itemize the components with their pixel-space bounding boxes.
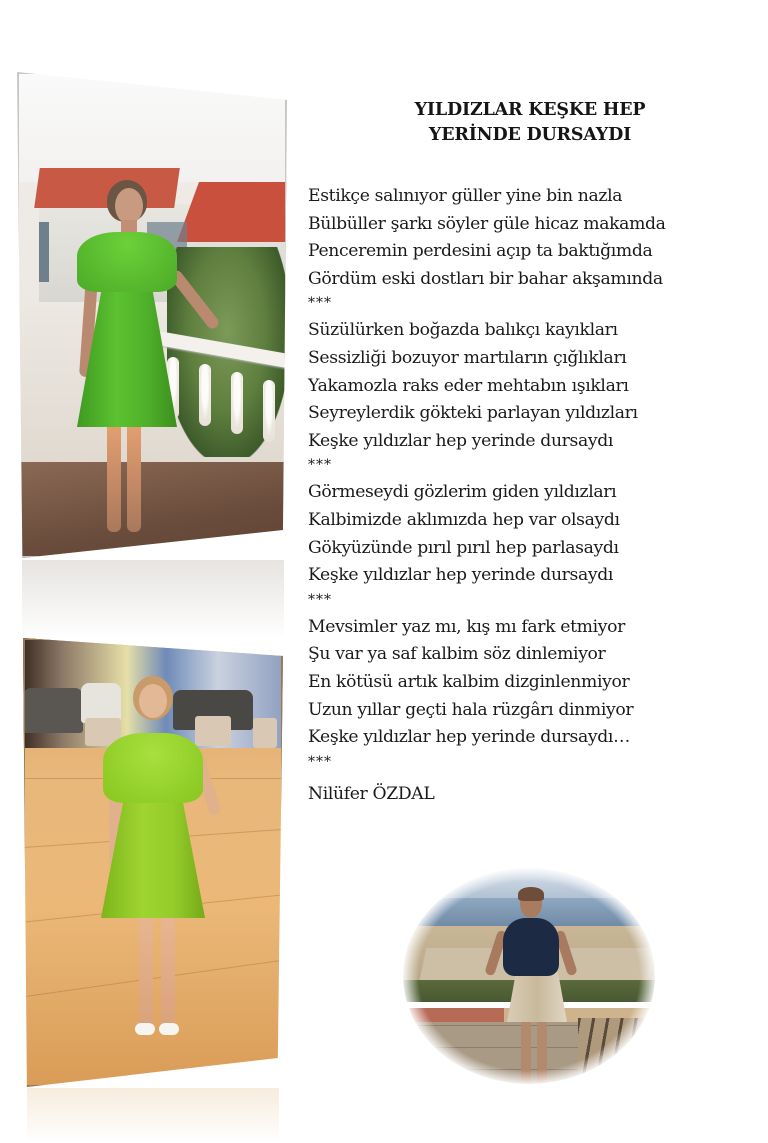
seaside-oval-photo (403, 868, 655, 1084)
person-face (115, 188, 143, 224)
photo-reflection (22, 560, 284, 640)
stanza-separator: *** (308, 295, 332, 312)
balcony-photo (17, 72, 287, 558)
beige-skirt (507, 972, 567, 1022)
poem-line: Gökyüzünde pırıl pırıl hep parlasaydı (308, 537, 619, 558)
navy-top (503, 918, 559, 976)
person-leg (521, 1018, 531, 1084)
person-leg (537, 1018, 547, 1084)
person-leg (107, 422, 121, 532)
poem-line: Keşke yıldızlar hep yerinde dursaydı (308, 565, 614, 586)
poem-title (372, 98, 688, 148)
lime-dress-top (103, 733, 203, 803)
title-line: YERİNDE DURSAYDI (428, 125, 632, 145)
poem-line: Seyreylerdik gökteki parlayan yıldızları (308, 403, 638, 424)
poem-line: Uzun yıllar geçti hala rüzgârı dinmiyor (308, 699, 634, 720)
baluster (263, 380, 275, 442)
poem-line: Şu var ya saf kalbim söz dinlemiyor (308, 644, 606, 665)
poem-line: Keşke yıldızlar hep yerinde dursaydı (308, 430, 614, 451)
poem-line: Gördüm eski dostları bir bahar akşamında (308, 268, 663, 289)
white-shoe (135, 1023, 155, 1035)
poem-line: Kalbimizde aklımızda hep var olsaydı (308, 509, 620, 530)
poem-line: Yakamozla raks eder mehtabın ışıkları (308, 375, 629, 396)
parked-car (81, 683, 121, 723)
stanza-separator: *** (308, 753, 332, 770)
wooden-bench (578, 1018, 648, 1084)
red-roof (177, 182, 287, 242)
balcony-floor (17, 462, 287, 558)
stanza-1 (308, 183, 758, 317)
baluster (231, 372, 243, 434)
planter (195, 716, 231, 746)
tile-line (24, 960, 282, 997)
planter (253, 718, 277, 748)
person-leg (139, 908, 153, 1028)
author-name: Nilüfer ÖZDAL (308, 783, 435, 804)
window (39, 222, 49, 282)
stanza-separator: *** (308, 457, 332, 474)
poem-line: En kötüsü artık kalbim dizginlenmiyor (308, 671, 630, 692)
poem-line: Görmeseydi gözlerim giden yıldızları (308, 482, 617, 503)
stanza-3 (308, 479, 758, 613)
green-dress-top (77, 232, 177, 292)
poem-line: Süzülürken boğazda balıkçı kayıkları (308, 320, 618, 341)
poem-line: Bülbüller şarkı söyler güle hicaz makamda (308, 213, 666, 234)
stanza-4 (308, 614, 758, 776)
poem-line: Sessizliği bozuyor martıların çığlıkları (308, 347, 627, 368)
plaza-photo (23, 638, 283, 1087)
person-face (139, 684, 167, 718)
stanza-separator: *** (308, 591, 332, 608)
person-leg (161, 908, 175, 1028)
photo-reflection (27, 1088, 279, 1143)
poem-line: Mevsimler yaz mı, kış mı fark etmiyor (308, 616, 625, 637)
sky (17, 72, 287, 182)
baluster (199, 364, 211, 426)
poem-line: Estikçe salınıyor güller yine bin nazla (308, 186, 623, 206)
poem-line: Penceremin perdesini açıp ta baktığımda (308, 241, 653, 262)
stanza-2 (308, 317, 758, 479)
title-line: YILDIZLAR KEŞKE HEP (414, 100, 646, 120)
white-shoe (159, 1023, 179, 1035)
poem-line: Keşke yıldızlar hep yerinde dursaydı… (308, 727, 630, 748)
person-hair (518, 887, 544, 901)
parked-car (23, 688, 83, 733)
poem-body (308, 183, 758, 808)
person-leg (127, 422, 141, 532)
